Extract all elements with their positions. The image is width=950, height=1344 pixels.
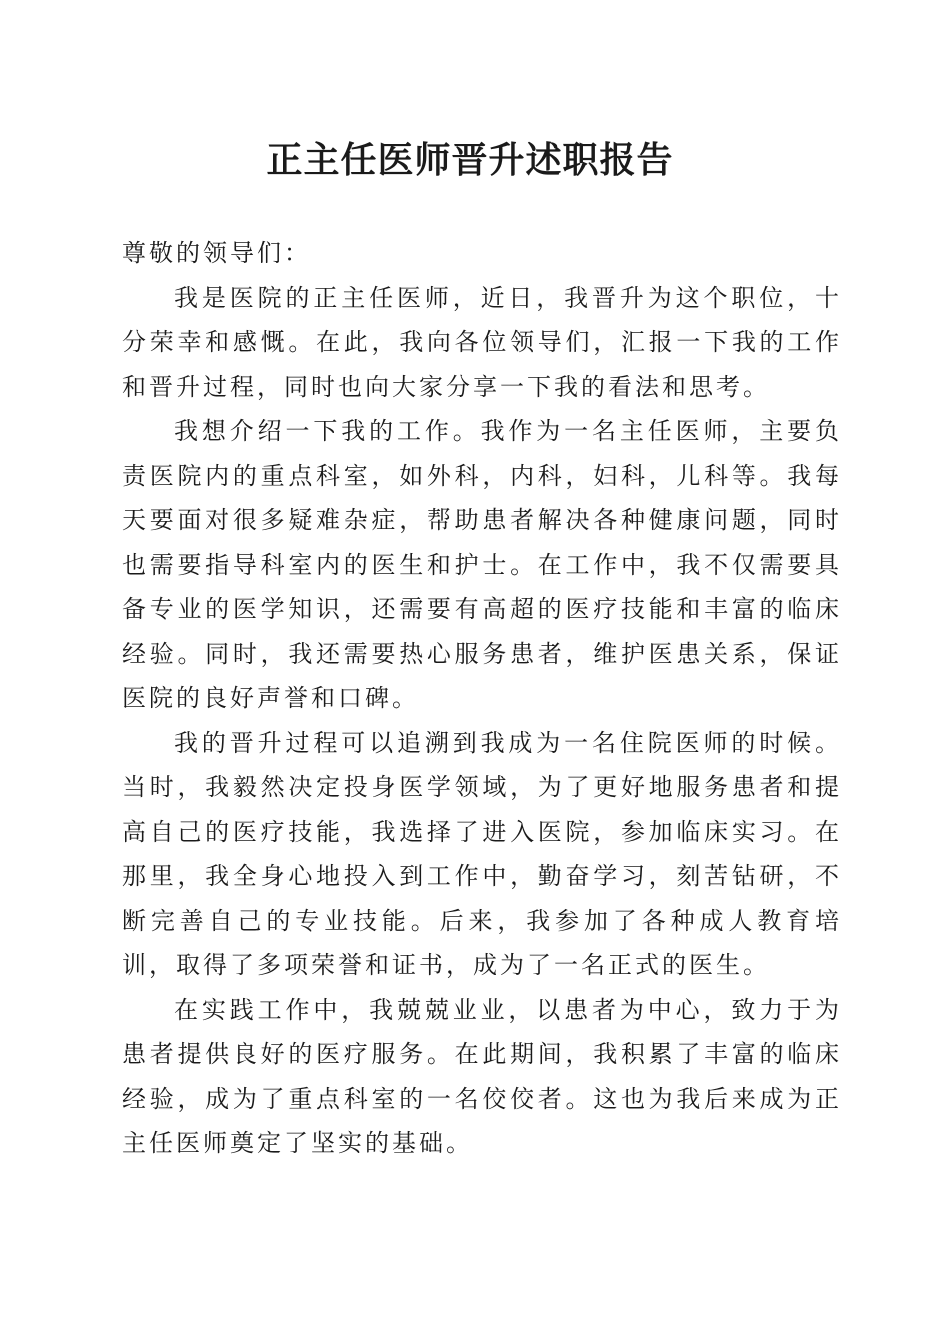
document-body [122, 231, 842, 1166]
paragraph-3: 我的晋升过程可以追溯到我成为一名住院医师的时候。当时，我毅然决定投身医学领域，为了更好地服务患者和提高自己的医疗技能，我选择了进入医院，参加临床实习。在那里，我全身心地投入到工作中，勤奋学习，刻苦钻研，不断完善自己的专业技能。后来，我参加了各种成人教育培训，取得了多项荣誉和证书，成为了一名正式的医生。 [122, 728, 842, 979]
paragraph-1: 我是医院的正主任医师，近日，我晋升为这个职位，十分荣幸和感慨。在此，我向各位领导们，汇报一下我的工作和晋升过程，同时也向大家分享一下我的看法和思考。 [122, 283, 842, 401]
paragraph-2: 我想介绍一下我的工作。我作为一名主任医师，主要负责医院内的重点科室，如外科，内科，妇科，儿科等。我每天要面对很多疑难杂症，帮助患者解决各种健康问题，同时也需要指导科室内的医生和护士。在工作中，我不仅需要具备专业的医学知识，还需要有高超的医疗技能和丰富的临床经验。同时，我还需要热心服务患者，维护医患关系，保证医院的良好声誉和口碑。 [122, 417, 842, 712]
salutation: 尊敬的领导们： [122, 239, 311, 267]
paragraph-4: 在实践工作中，我兢兢业业，以患者为中心，致力于为患者提供良好的医疗服务。在此期间，我积累了丰富的临床经验，成为了重点科室的一名佼佼者。这也为我后来成为正主任医师奠定了坚实的基础。 [122, 995, 842, 1157]
document-title: 正主任医师晋升述职报告 [266, 139, 674, 181]
